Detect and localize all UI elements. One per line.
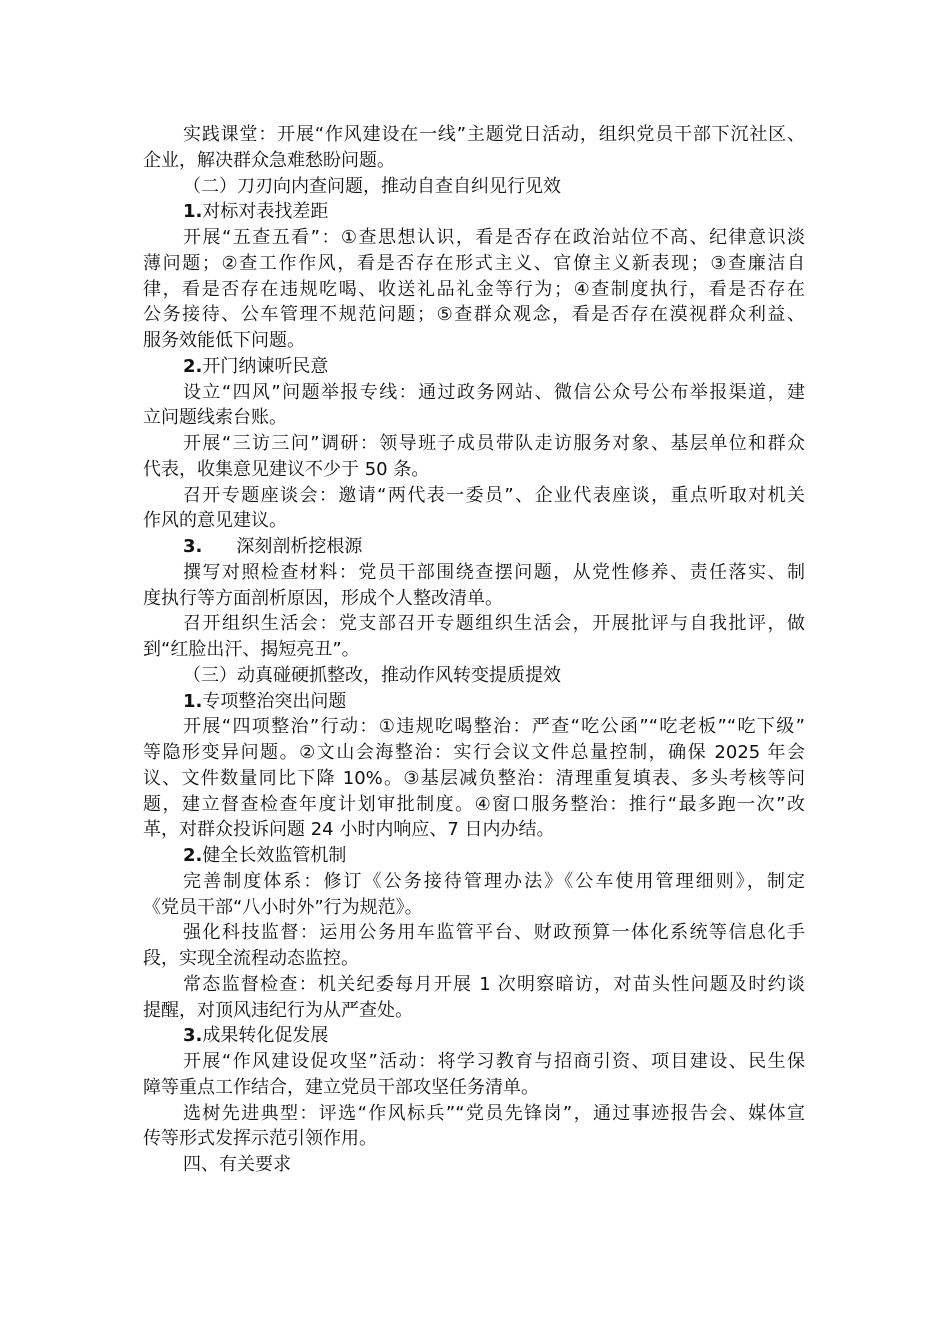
heading-number: 2. [183, 845, 203, 866]
text-line: 薄问题；②查工作作风，看是否存在形式主义、官僚主义新表现；③查廉洁自 [143, 252, 805, 274]
text-line: 题，建立督查检查年度计划审批制度。④窗口服务整治：推行“最多跑一次”改 [143, 793, 805, 815]
heading-text: 健全长效监管机制 [202, 845, 347, 866]
text-line: 革，对群众投诉问题 24 小时内响应、7 日内办结。 [143, 819, 555, 841]
text-line: 开展“三访三问”调研：领导班子成员带队走访服务对象、基层单位和群众 [183, 433, 805, 454]
text-line: 开展“四项整治”行动：①违规吃喝整治：严查“吃公函”“吃老板”“吃下级” [183, 716, 805, 738]
heading-text: 成果转化促发展 [202, 1025, 329, 1047]
text-line: 撰写对照检查材料：党员干部围绕查摆问题，从党性修养、责任落实、制 [183, 561, 805, 583]
heading-number: 2. [183, 355, 203, 377]
subsection-heading [143, 843, 805, 869]
heading-number: 3. [183, 536, 203, 557]
text-line: 障等重点工作结合，建立党员干部攻坚任务清单。 [143, 1076, 539, 1098]
text-line: 传等形式发挥示范引领作用。 [143, 1128, 377, 1150]
heading-text: 开门纳谏听民意 [202, 355, 329, 377]
heading-number: 1. [183, 690, 203, 712]
text-line: 度执行等方面剖析原因，形成个人整改清单。 [143, 587, 503, 609]
text-line: 召开专题座谈会：邀请“两代表一委员”、企业代表座谈，重点听取对机关 [183, 484, 805, 506]
text-line: 实践课堂：开展“作风建设在一线”主题党日活动，组织党员干部下沉社区、 [183, 124, 805, 145]
text-line: 开展“作风建设促攻坚”活动：将学习教育与招商引资、项目建设、民生保 [183, 1051, 805, 1072]
text-line: 律，看是否存在违规吃喝、收送礼品礼金等行为；④查制度执行，看是否存在 [143, 278, 805, 300]
text-line: 选树先进典型：评选“作风标兵”“党员先锋岗”，通过事迹报告会、媒体宣 [183, 1102, 805, 1124]
heading-number: 3. [183, 1025, 203, 1047]
text-line: 提醒，对顶风违纪行为从严查处。 [143, 999, 413, 1021]
subsection-heading [143, 1023, 805, 1049]
text-line: 段，实现全流程动态监控。 [143, 948, 359, 969]
heading-text: 对标对表找差距 [202, 201, 329, 223]
text-line: 代表，收集意见建议不少于 50 条。 [143, 458, 430, 480]
text-line: 等隐形变异问题。②文山会海整治：实行会议文件总量控制，确保 2025 年会 [143, 742, 805, 763]
section-heading: （三）动真碰硬抓整改，推动作风转变提质提效 [183, 664, 561, 686]
heading-text: 深刻剖析挖根源 [236, 536, 363, 557]
text-line: 服务效能低下问题。 [143, 330, 305, 351]
text-line: 《党员干部“八小时外”行为规范》。 [143, 896, 423, 918]
subsection-heading [143, 354, 805, 380]
text-line: 强化科技监督：运用公务用车监管平台、财政预算一体化系统等信息化手 [183, 922, 805, 944]
subsection-heading [143, 689, 805, 715]
text-line: 设立“四风”问题举报专线：通过政务网站、微信公众号公布举报渠道，建 [183, 381, 805, 403]
text-line: 公务接待、公车管理不规范问题；⑤查群众观念，看是否存在漠视群众利益、 [143, 304, 805, 326]
document-page [143, 122, 805, 1178]
text-line: 作风的意见建议。 [143, 510, 287, 532]
text-line: 议、文件数量同比下降 10%。③基层减负整治：清理重复填表、多头考核等问 [143, 767, 805, 789]
text-line: 开展“五查五看”：①查思想认识，看是否存在政治站位不高、纪律意识淡 [183, 227, 805, 248]
section-heading: （二）刀刃向内查问题，推动自查自纠见行见效 [183, 175, 561, 197]
text-line: 到“红脸出汗、揭短亮丑”。 [143, 639, 360, 660]
text-line: 常态监督检查：机关纪委每月开展 1 次明察暗访，对苗头性问题及时约谈 [183, 973, 805, 995]
heading-text: 专项整治突出问题 [202, 690, 347, 712]
text-line: 召开组织生活会：党支部召开专题组织生活会，开展批评与自我批评，做 [183, 613, 805, 635]
section-heading: 四、有关要求 [183, 1154, 291, 1175]
heading-number: 1. [183, 201, 203, 223]
subsection-heading [143, 199, 805, 225]
text-line: 立问题线索台账。 [143, 407, 287, 429]
subsection-heading [143, 534, 805, 560]
text-line: 完善制度体系：修订《公务接待管理办法》《公车使用管理细则》，制定 [183, 870, 805, 892]
text-line: 企业，解决群众急难愁盼问题。 [143, 149, 395, 171]
